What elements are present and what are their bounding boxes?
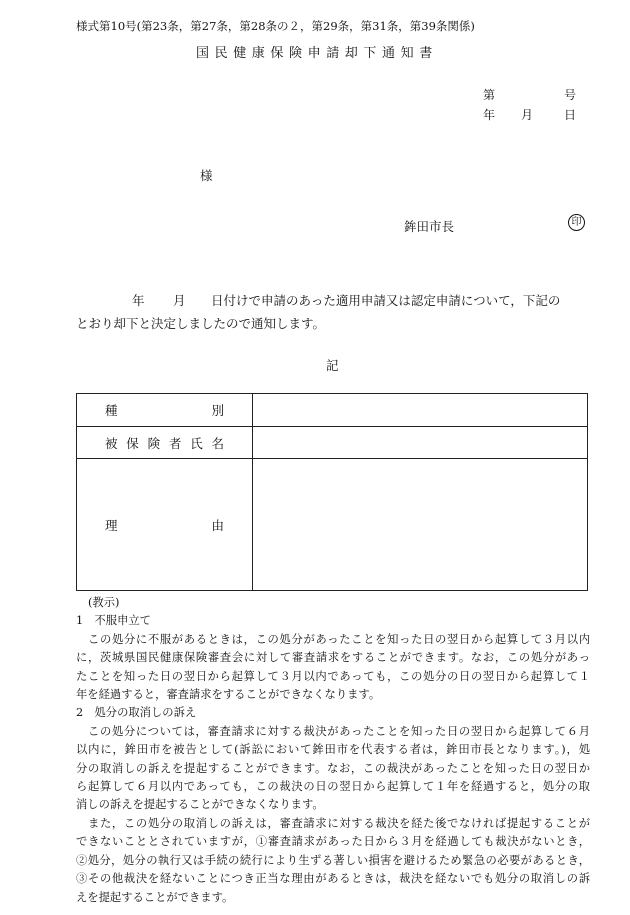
- section2b-line: えを提起することができます。: [76, 890, 234, 904]
- insured-name-label-cell: [77, 427, 253, 459]
- reason-value-cell: [253, 459, 588, 591]
- instructions-heading: (教示): [88, 596, 120, 609]
- section1-line: たことを知った日の翌日から起算して３月以内であっても，この処分の日の翌日から起算して１: [76, 669, 590, 683]
- type-label-cell: [77, 394, 253, 427]
- seal-mark: 印: [568, 214, 585, 231]
- section1-line: この処分に不服があるときは，この処分があったことを知った日の翌日から起算して３月以内: [88, 632, 590, 646]
- info-table: [76, 393, 588, 591]
- insured-name-value-cell: [253, 427, 588, 459]
- doc-number-suffix: 号: [564, 88, 577, 102]
- type-value-cell: [253, 394, 588, 427]
- type-label-char: 種: [105, 403, 118, 418]
- section2a-line: ら起算して６月以内であっても，この裁決の日の翌日から起算して１年を経過すると，処分の取: [76, 780, 590, 794]
- table-row-reason: [77, 459, 588, 591]
- reason-label-char: 理: [105, 517, 118, 533]
- section2b-line: ②処分，処分の執行又は手続の続行により生ずる著しい損害を避けるため緊急の必要があるとき，: [76, 853, 590, 867]
- table-row-type: [77, 394, 588, 427]
- type-label-char: 別: [211, 403, 224, 418]
- section2a-line: 消しの訴えを提起することができなくなります。: [76, 798, 324, 812]
- addressee-suffix: 様: [200, 168, 213, 183]
- issue-date-year: 年: [483, 108, 496, 122]
- doc-number-label: 第: [483, 88, 496, 102]
- reason-label-char: 由: [211, 517, 224, 533]
- section1-line: に，茨城県国民健康保険審査会に対して審査請求をすることができます。なお，この処分があっ: [76, 651, 590, 665]
- issuer-name: 鉾田市長: [404, 219, 455, 234]
- body-text-line2: とおり却下と決定しましたので通知します。: [76, 316, 326, 331]
- section2b-line: ③その他裁決を経ないことにつき正当な理由があるときは，裁決を経ないでも処分の取消しの訴: [76, 872, 590, 886]
- form-number: 様式第10号(第23条，第27条，第28条の２，第29条，第31条，第39条関係): [76, 19, 475, 33]
- table-row-insured-name: [77, 427, 588, 459]
- reason-label-cell: [77, 459, 253, 591]
- section2a-line: 分の取消しの訴えを提起することができます。なお，この裁決があったことを知った日の翌日か: [76, 761, 590, 775]
- insured-name-label-char: 名: [211, 435, 224, 451]
- section2b-line: また，この処分の取消しの訴えは，審査請求に対する裁決を経た後でなければ提起することが: [88, 816, 590, 830]
- insured-name-label-char: 被: [105, 435, 118, 451]
- ki-heading: 記: [326, 358, 339, 373]
- insured-name-label-char: 険: [147, 435, 161, 451]
- body-text-line1: 日付けで申請のあった適用申請又は認定申請について，下記の: [211, 293, 561, 308]
- issue-date-day: 日: [564, 108, 577, 122]
- insured-name-label-char: 氏: [190, 435, 203, 451]
- section2-heading: 2 処分の取消しの訴え: [76, 706, 197, 720]
- section1-heading: 1 不服申立て: [76, 614, 151, 628]
- insured-name-label-char: 者: [168, 435, 182, 451]
- body-month: 月: [173, 293, 186, 308]
- instructions-section: [76, 594, 590, 907]
- insured-name-label-char: 保: [126, 435, 139, 451]
- section2a-line: この処分については，審査請求に対する裁決があったことを知った日の翌日から起算して６月: [88, 724, 590, 738]
- document-title: 国民健康保険申請却下通知書: [196, 46, 438, 61]
- section1-line: 年を経過すると，審査請求をすることができなくなります。: [76, 688, 381, 702]
- section2b-line: できないこととされていますが，①審査請求があった日から３月を経過しても裁決がないとき，: [76, 835, 590, 849]
- section2a-line: 以内に，鉾田市を被告として(訴訟において鉾田市を代表する者は，鉾田市長となります。)，処: [76, 743, 590, 757]
- issue-date-month: 月: [521, 108, 534, 122]
- body-year: 年: [132, 293, 145, 308]
